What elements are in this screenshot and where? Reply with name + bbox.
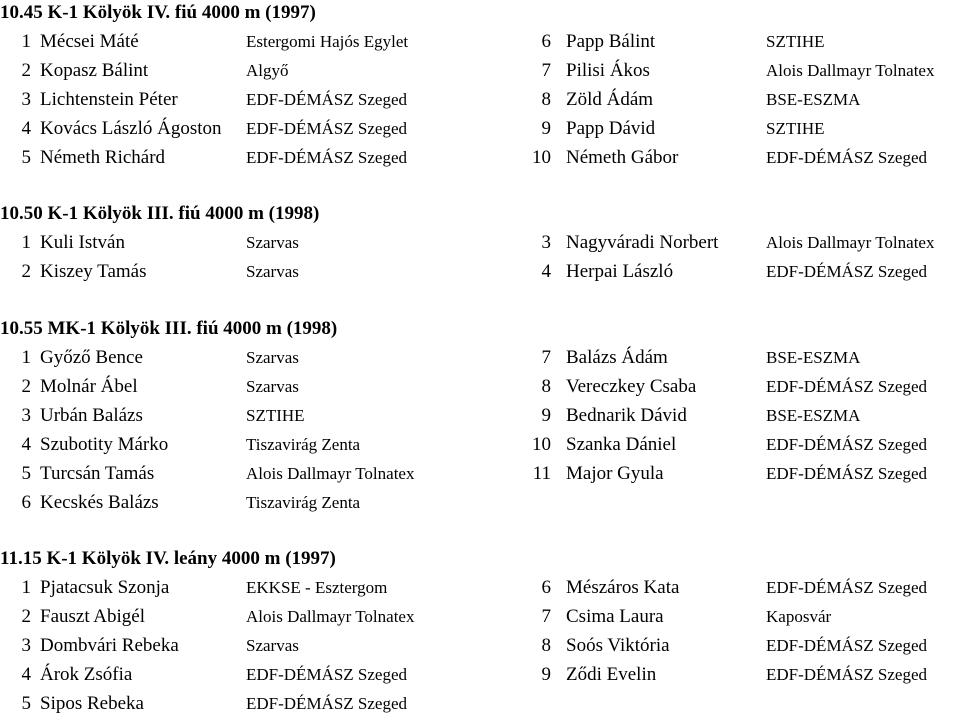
club-name: Estergomi Hajós Egylet [246,32,409,51]
athlete-name: Csima Laura [566,606,664,627]
club-name: Szarvas [246,636,299,655]
athlete-name: Turcsán Tamás [40,463,155,484]
entry-row [0,31,959,60]
club-name: Alois Dallmayr Tolnatex [766,61,935,80]
club-name: SZTIHE [766,119,825,138]
athlete-name: Papp Dávid [566,118,656,139]
club-name: BSE-ESZMA [766,406,861,425]
entry-row [0,405,959,434]
athlete-name: Vereczkey Csaba [566,376,697,397]
entry-row [0,118,959,147]
athlete-name: Major Gyula [566,463,664,484]
entry-row [0,434,959,463]
lane-number: 8 [541,376,551,397]
lane-number: 2 [21,376,31,397]
athlete-name: Mészáros Kata [566,577,680,598]
entry-row [0,492,959,521]
athlete-name: Dombvári Rebeka [40,635,179,656]
entry-row [0,60,959,89]
club-name: EDF-DÉMÁSZ Szeged [766,377,928,396]
lane-number: 11 [532,463,551,484]
club-name: EDF-DÉMÁSZ Szeged [246,148,408,167]
lane-number: 1 [21,232,31,253]
athlete-name: Kovács László Ágoston [40,118,222,139]
athlete-name: Szanka Dániel [566,434,677,455]
club-name: Kaposvár [766,607,832,626]
athlete-name: Herpai László [566,261,674,282]
lane-number: 3 [21,635,31,656]
lane-number: 7 [541,606,551,627]
lane-number: 9 [541,405,551,426]
lane-number: 1 [21,31,31,52]
lane-number: 9 [541,118,551,139]
athlete-name: Kuli István [40,232,125,253]
athlete-name: Kecskés Balázs [40,492,159,513]
lane-number: 4 [21,118,31,139]
entry-row [0,89,959,118]
entry-row [0,347,959,376]
lane-number: 10 [532,147,551,168]
lane-number: 5 [21,693,31,714]
club-name: EDF-DÉMÁSZ Szeged [766,148,928,167]
athlete-name: Urbán Balázs [40,405,143,426]
athlete-name: Kiszey Tamás [40,261,147,282]
club-name: Tiszavirág Zenta [246,435,361,454]
lane-number: 8 [541,89,551,110]
club-name: EDF-DÉMÁSZ Szeged [246,119,408,138]
club-name: Alois Dallmayr Tolnatex [246,464,415,483]
club-name: EDF-DÉMÁSZ Szeged [246,694,408,713]
club-name: EKKSE - Esztergom [246,578,388,597]
entry-row [0,261,959,290]
entry-row [0,664,959,693]
athlete-name: Molnár Ábel [40,376,138,397]
entry-row [0,147,959,176]
athlete-name: Szubotity Márko [40,434,169,455]
club-name: EDF-DÉMÁSZ Szeged [766,665,928,684]
lane-number: 7 [541,347,551,368]
lane-number: 2 [21,606,31,627]
club-name: EDF-DÉMÁSZ Szeged [766,435,928,454]
lane-number: 4 [21,434,31,455]
lane-number: 6 [541,577,551,598]
lane-number: 7 [541,60,551,81]
race-title: 10.45 K-1 Kölyök IV. fiú 4000 m (1997) [0,2,316,23]
club-name: BSE-ESZMA [766,348,861,367]
club-name: SZTIHE [246,406,305,425]
club-name: EDF-DÉMÁSZ Szeged [766,636,928,655]
club-name: Szarvas [246,262,299,281]
club-name: EDF-DÉMÁSZ Szeged [766,464,928,483]
lane-number: 10 [532,434,551,455]
lane-number: 8 [541,635,551,656]
club-name: EDF-DÉMÁSZ Szeged [246,90,408,109]
club-name: EDF-DÉMÁSZ Szeged [766,578,928,597]
athlete-name: Nagyváradi Norbert [566,232,719,253]
club-name: Algyő [246,61,289,80]
entry-row [0,376,959,405]
entry-row [0,635,959,664]
athlete-name: Pjatacsuk Szonja [40,577,170,598]
race-title: 10.50 K-1 Kölyök III. fiú 4000 m (1998) [0,203,320,224]
entry-row [0,606,959,635]
lane-number: 2 [21,261,31,282]
athlete-name: Soós Viktória [566,635,670,656]
athlete-name: Zöld Ádám [566,89,654,110]
club-name: Alois Dallmayr Tolnatex [246,607,415,626]
athlete-name: Árok Zsófia [40,664,133,685]
club-name: EDF-DÉMÁSZ Szeged [246,665,408,684]
race-title: 11.15 K-1 Kölyök IV. leány 4000 m (1997) [0,548,336,569]
athlete-name: Balázs Ádám [566,347,668,368]
lane-number: 3 [21,405,31,426]
lane-number: 2 [21,60,31,81]
entry-row [0,577,959,606]
club-name: Szarvas [246,377,299,396]
lane-number: 6 [541,31,551,52]
lane-number: 5 [21,147,31,168]
lane-number: 5 [21,463,31,484]
athlete-name: Sipos Rebeka [40,693,144,714]
race-title: 10.55 MK-1 Kölyök III. fiú 4000 m (1998) [0,318,338,339]
athlete-name: Kopasz Bálint [40,60,149,81]
athlete-name: Fauszt Abigél [40,606,146,627]
lane-number: 3 [541,232,551,253]
lane-number: 1 [21,347,31,368]
lane-number: 9 [541,664,551,685]
club-name: Alois Dallmayr Tolnatex [766,233,935,252]
athlete-name: Lichtenstein Péter [40,89,178,110]
athlete-name: Mécsei Máté [40,31,139,52]
club-name: BSE-ESZMA [766,90,861,109]
club-name: SZTIHE [766,32,825,51]
athlete-name: Pilisi Ákos [566,60,650,81]
athlete-name: Papp Bálint [566,31,656,52]
club-name: Szarvas [246,348,299,367]
club-name: Tiszavirág Zenta [246,493,361,512]
athlete-name: Németh Gábor [566,147,679,168]
lane-number: 4 [541,261,551,282]
entry-row [0,463,959,492]
entry-row [0,232,959,261]
lane-number: 1 [21,577,31,598]
lane-number: 4 [21,664,31,685]
club-name: Szarvas [246,233,299,252]
athlete-name: Győző Bence [40,347,143,368]
lane-number: 3 [21,89,31,110]
lane-number: 6 [21,492,31,513]
club-name: EDF-DÉMÁSZ Szeged [766,262,928,281]
athlete-name: Bednarik Dávid [566,405,687,426]
athlete-name: Ződi Evelin [566,664,657,685]
athlete-name: Németh Richárd [40,147,166,168]
